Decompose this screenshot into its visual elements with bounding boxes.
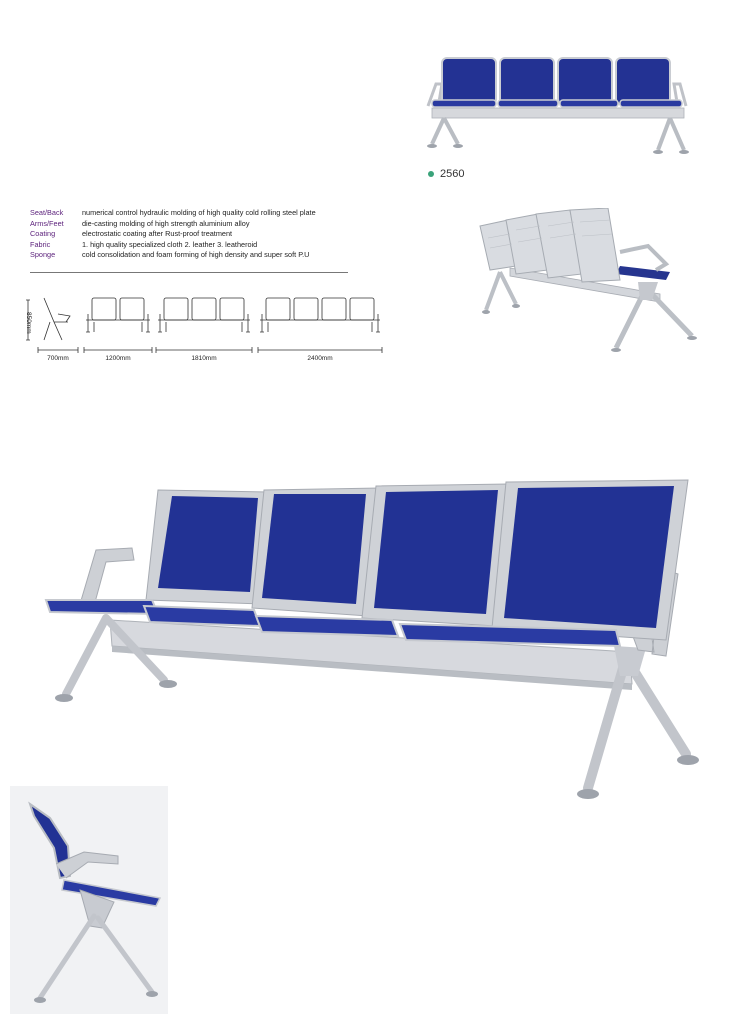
bullet-dot-icon <box>428 171 434 177</box>
spec-row <box>30 240 350 251</box>
bench-main-photo <box>40 470 720 805</box>
dim-three-seat-label: 1810mm <box>191 355 217 362</box>
spec-key: Seat/Back <box>30 208 64 217</box>
spec-row <box>30 219 350 230</box>
model-number: 2560 <box>440 168 465 180</box>
spec-key: Sponge <box>30 250 56 260</box>
spec-divider <box>30 272 348 273</box>
spec-key: Coating <box>30 229 56 239</box>
dim-depth-label: 700mm <box>47 355 69 362</box>
dimension-drawings <box>20 292 390 358</box>
spec-value: die-casting molding of high strength aluminium alloy <box>82 218 250 228</box>
spec-table <box>30 208 350 261</box>
dim-two-seat-label: 1200mm <box>105 355 131 362</box>
bench-rear-view-photo <box>470 208 710 358</box>
spec-value: numerical control hydraulic molding of high quality cold rolling steel plate <box>82 208 316 217</box>
spec-value: electrostatic coating after Rust-proof treatment <box>82 229 233 239</box>
spec-value: 1. high quality specialized cloth 2. leather 3. leatheroid <box>82 239 258 249</box>
dim-height-label: 850mm <box>25 312 32 334</box>
bench-front-thumbnail <box>418 52 698 160</box>
dim-four-seat-label: 2400mm <box>307 355 333 362</box>
spec-key: Fabric <box>30 239 51 249</box>
spec-row <box>30 208 350 219</box>
spec-row <box>30 229 350 240</box>
spec-key: Arms/Feet <box>30 218 64 228</box>
spec-row <box>30 250 350 261</box>
spec-value: cold consolidation and foam forming of high density and super soft P.U <box>82 250 310 260</box>
model-label <box>428 168 464 180</box>
bench-side-view-photo <box>10 786 168 1014</box>
